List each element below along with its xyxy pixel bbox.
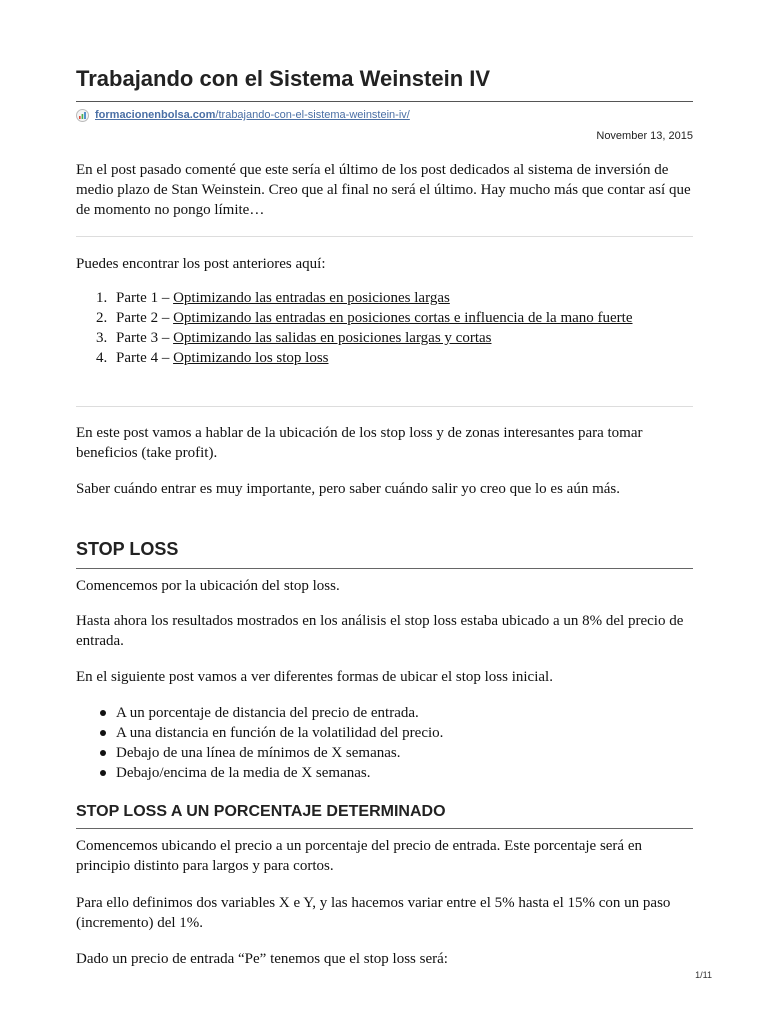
previous-post-link[interactable]: Optimizando las entradas en posiciones largas	[173, 290, 450, 306]
section-heading: STOP LOSS	[76, 539, 179, 559]
list-prefix: Parte 3 –	[116, 330, 174, 346]
stop-loss-methods-list	[76, 703, 693, 783]
source-domain-link[interactable]: formacionenbolsa.com	[95, 109, 216, 121]
list-item-text: A un porcentaje de distancia del precio de entrada.	[116, 705, 419, 721]
list-item	[76, 308, 693, 328]
bullet-icon	[100, 730, 106, 736]
list-number: 1.	[96, 290, 108, 306]
bullet-icon	[100, 710, 106, 716]
source-path-link[interactable]: /trabajando-con-el-sistema-weinstein-iv/	[215, 109, 410, 121]
heading-divider	[76, 568, 693, 569]
list-item	[76, 288, 693, 308]
section-divider	[76, 236, 693, 237]
title-divider	[76, 101, 693, 102]
list-item-text: Debajo/encima de la media de X semanas.	[116, 765, 371, 781]
previous-post-link[interactable]: Optimizando los stop loss	[173, 350, 329, 366]
list-number: 3.	[96, 330, 108, 346]
list-prefix: Parte 1 –	[116, 290, 174, 306]
body-paragraph: Saber cuándo entrar es muy importante, pero saber cuándo salir yo creo que lo es aún más.	[76, 481, 620, 497]
list-item	[76, 743, 693, 763]
list-item	[76, 348, 693, 368]
body-paragraph: Comencemos por la ubicación del stop loss.	[76, 578, 340, 594]
bullet-icon	[100, 750, 106, 756]
page-number: 1/11	[695, 970, 712, 980]
body-paragraph: En el siguiente post vamos a ver diferentes formas de ubicar el stop loss inicial.	[76, 669, 553, 685]
previous-post-link[interactable]: Optimizando las salidas en posiciones largas y cortas	[173, 330, 492, 346]
bullet-icon	[100, 770, 106, 776]
intro-paragraph: En el post pasado comenté que este sería el último de los post dedicados al sistema de inversión de medio plazo de Stan Weinstein. Creo que al final no será el último. Hay mucho más que contar así que de momento no pongo límite…	[76, 162, 691, 218]
list-item	[76, 763, 693, 783]
previous-posts-list	[76, 288, 693, 368]
body-paragraph: En este post vamos a hablar de la ubicación de los stop loss y de zonas interesantes para tomar beneficios (take profit).	[76, 425, 643, 461]
body-paragraph: Para ello definimos dos variables X e Y, y las hacemos variar entre el 5% hasta el 15% con un paso (incremento) del 1%.	[76, 895, 671, 931]
source-url[interactable]	[76, 107, 410, 123]
article-title: Trabajando con el Sistema Weinstein IV	[76, 66, 491, 91]
publish-date: November 13, 2015	[596, 130, 693, 142]
list-item	[76, 328, 693, 348]
body-paragraph: Hasta ahora los resultados mostrados en los análisis el stop loss estaba ubicado a un 8% del precio de entrada.	[76, 613, 684, 649]
previous-posts-intro: Puedes encontrar los post anteriores aquí:	[76, 256, 326, 272]
list-item-text: A una distancia en función de la volatilidad del precio.	[116, 725, 444, 741]
list-item-text: Debajo de una línea de mínimos de X semanas.	[116, 745, 401, 761]
section-divider	[76, 406, 693, 407]
list-item	[76, 723, 693, 743]
list-prefix: Parte 2 –	[116, 310, 174, 326]
list-number: 4.	[96, 350, 108, 366]
list-prefix: Parte 4 –	[116, 350, 174, 366]
previous-post-link[interactable]: Optimizando las entradas en posiciones cortas e influencia de la mano fuerte	[173, 310, 633, 326]
list-item	[76, 703, 693, 723]
chart-favicon-icon	[76, 109, 89, 122]
body-paragraph: Dado un precio de entrada “Pe” tenemos que el stop loss será:	[76, 951, 448, 967]
section-heading: STOP LOSS A UN PORCENTAJE DETERMINADO	[76, 803, 446, 820]
list-number: 2.	[96, 310, 108, 326]
body-paragraph: Comencemos ubicando el precio a un porcentaje del precio de entrada. Este porcentaje será en principio distinto para largos y para cortos.	[76, 838, 642, 874]
heading-divider	[76, 828, 693, 829]
